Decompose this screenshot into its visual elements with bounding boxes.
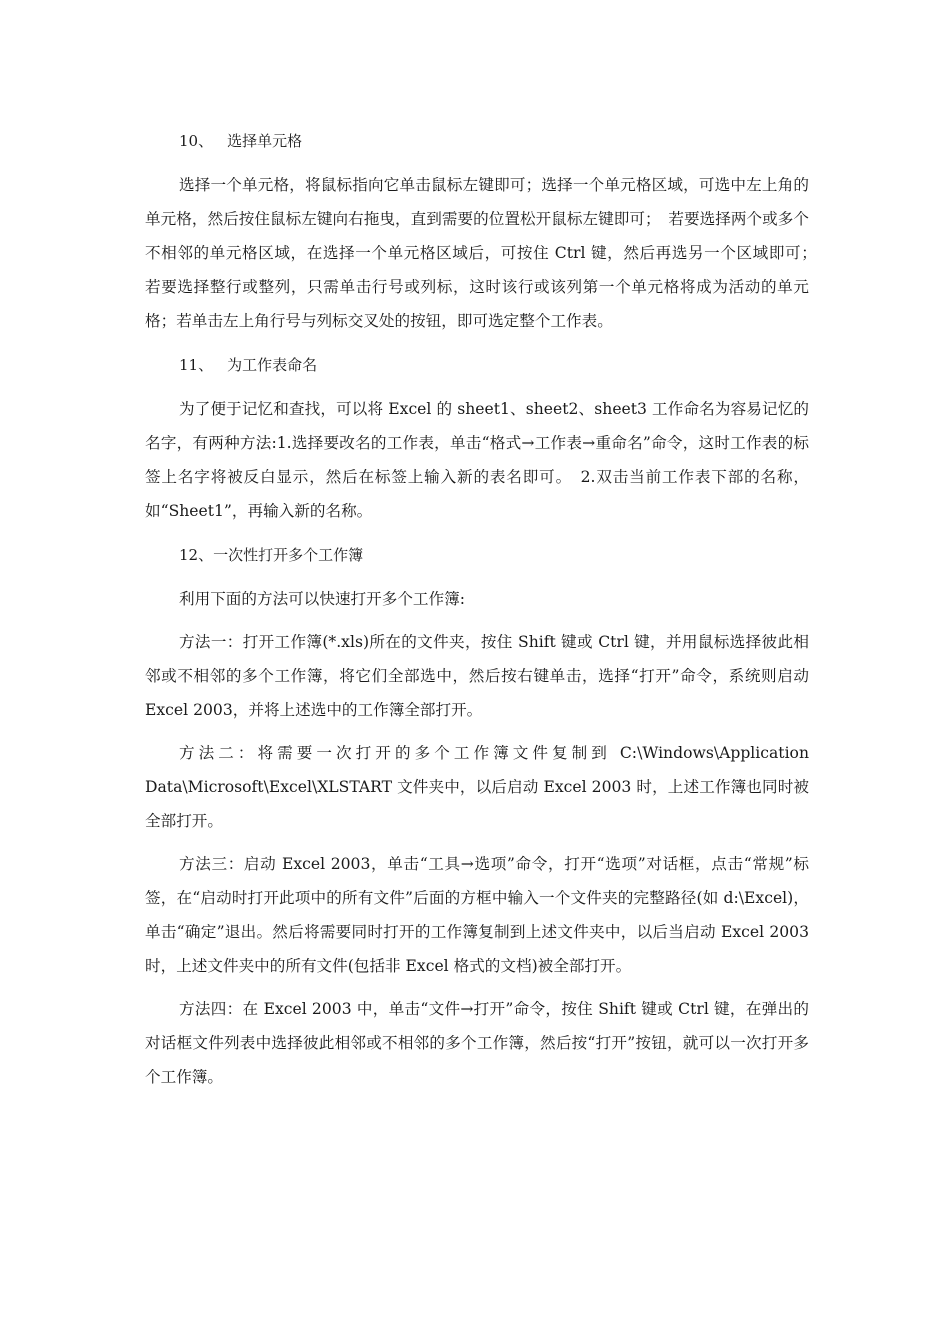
section-number: 12、 [179,546,214,564]
paragraph-method-4: 方法四：在 Excel 2003 中，单击“文件→打开”命令，按住 Shift 键或 Ctrl 键，在弹出的对话框文件列表中选择彼此相邻或不相邻的多个工作簿，然后按“打开”按钮，就可以一次打开多个工作簿。 [145,1000,809,1086]
paragraph-method-2: 方法二：将需要一次打开的多个工作簿文件复制到 C:\Windows\Application Data\Microsoft\Excel\XLSTART 文件夹中，以后启动 Excel 2003 时，上述工作簿也同时被全部打开。 [145,744,809,830]
section-title: 选择单元格 [227,132,303,150]
section-number: 11、 [179,356,214,374]
section-title: 一次性打开多个工作簿 [213,546,364,564]
section-number: 10、 [179,132,214,150]
section-heading-12 [145,538,809,572]
paragraph: 选择一个单元格，将鼠标指向它单击鼠标左键即可；选择一个单元格区域，可选中左上角的单元格，然后按住鼠标左键向右拖曳，直到需要的位置松开鼠标左键即可； 若要选择两个或多个不相邻的单元格区域，在选择一个单元格区域后，可按住 Ctrl 键，然后再选另一个区域即可； 若要选择整行或整列，只需单击行号或列标，这时该行或该列第一个单元格将成为活动的单元格；若单击左上角行号与列标交叉处的按钮，即可选定整个工作表。 [145,176,825,330]
section-title: 为工作表命名 [227,356,318,374]
section-heading-11 [145,348,809,382]
paragraph-method-1: 方法一：打开工作簿(*.xls)所在的文件夹，按住 Shift 键或 Ctrl 键，并用鼠标选择彼此相邻或不相邻的多个工作簿，将它们全部选中，然后按右键单击，选择“打开”命令，系统则启动 Excel 2003，并将上述选中的工作簿全部打开。 [145,633,809,719]
paragraph: 为了便于记忆和查找，可以将 Excel 的 sheet1、sheet2、sheet3 工作命名为容易记忆的名字，有两种方法:1.选择要改名的工作表，单击“格式→工作表→重命名”命令，这时工作表的标签上名字将被反白显示，然后在标签上输入新的表名即可。 2.双击当前工作表下部的名称，如“Sheet1”，再输入新的名称。 [145,400,809,520]
section-heading-10 [145,124,809,158]
paragraph: 利用下面的方法可以快速打开多个工作簿: [179,590,465,608]
document-page [145,124,825,1103]
paragraph-method-3: 方法三：启动 Excel 2003，单击“工具→选项”命令，打开“选项”对话框，点击“常规”标签，在“启动时打开此项中的所有文件”后面的方框中输入一个文件夹的完整路径(如 d:\Excel)，单击“确定”退出。然后将需要同时打开的工作簿复制到上述文件夹中，以后当启动 Excel 2003 时，上述文件夹中的所有文件(包括非 Excel 格式的文档)被全部打开。 [145,855,809,975]
